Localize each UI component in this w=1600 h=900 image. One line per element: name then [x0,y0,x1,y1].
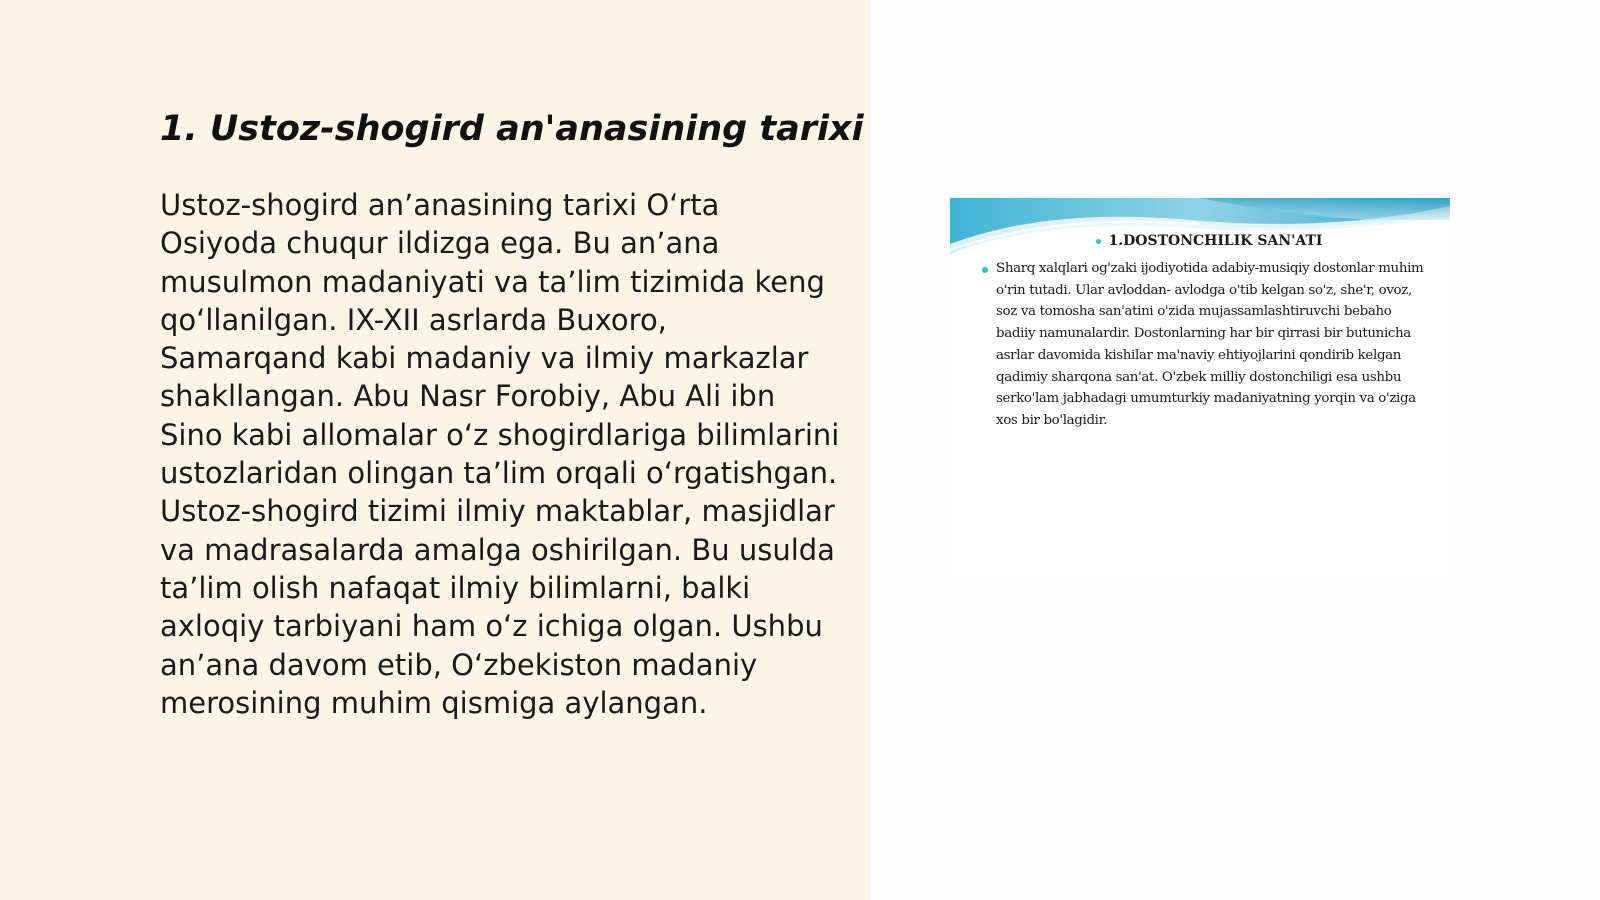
body-bullet-icon [982,267,988,273]
embedded-body-text: Sharq xalqlari og'zaki ijodiyotida adabiy-musiqiy dostonlar muhim o'rin tutadi. Ular avloddan- avlodga o'tib kelgan so'z, she'r, ovoz, soz va tomosha san'atini o'zida mujassamlashtiruvchi bebaho badiiy namunalardir. Dostonlarning har bir qirrasi bir butunicha asrlar davomida kishilar ma'naviy ehtiyojlarini qondirib kelgan qadimiy sharqona san'at. O'zbek milliy dostonchiligi esa ushbu serko'lam jabhadagi umumturkiy madaniyatning yorqin va o'ziga xos bir bo'lagidir. [996,261,1424,428]
heading-bullet-icon [1096,239,1101,244]
embedded-slide-image [950,198,1450,578]
slide-title: 1. Ustoz-shogird an'anasining tarixi [160,109,864,149]
embedded-heading [950,232,1450,250]
slide-body-text: Ustoz-shogird an’anasining tarixi O‘rta Osiyoda chuqur ildizga ega. Bu an’ana musulmon madaniyati va ta’lim tizimida keng qo‘llanilgan. IX-XII asrlarda Buxoro, Samarqand kabi madaniy va ilmiy markazlar shakllangan. Abu Nasr Forobiy, Abu Ali ibn Sino kabi allomalar o‘z shogirdlariga bilimlarini ustozlaridan olingan ta’lim orqali o‘rgatishgan. Ustoz-shogird tizimi ilmiy maktablar, masjidlar va madrasalarda amalga oshirilgan. Bu usulda ta’lim olish nafaqat ilmiy bilimlarni, balki axloqiy tarbiyani ham o‘z ichiga olgan. Ushbu an’ana davom etib, O‘zbekiston madaniy merosining muhim qismiga aylangan. [160,188,840,720]
embedded-heading-text: 1.DOSTONCHILIK SAN'ATI [1108,233,1323,249]
